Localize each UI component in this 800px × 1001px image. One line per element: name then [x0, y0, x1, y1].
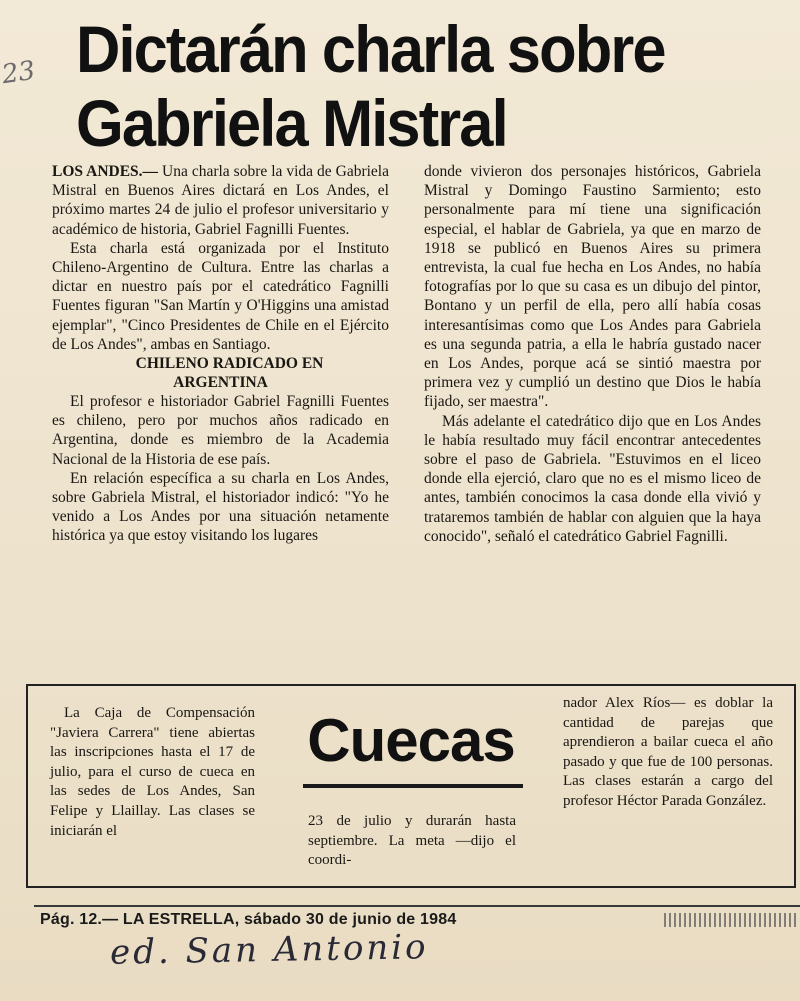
article-lead-paragraph	[52, 162, 389, 239]
footer-hatch-ornament	[664, 913, 796, 927]
article-subheading: CHILENO RADICADO EN ARGENTINA	[135, 355, 324, 392]
cuecas-right-text: nador Alex Ríos— es doblar la cantidad de parejas que aprendieron a bailar cueca el año pasado y que fue de 100 personas. Las clases estarán a cargo del profesor Héctor Parada González.	[563, 695, 773, 809]
article-paragraph: El profesor e historiador Gabriel Fagnilli Fuentes es chileno, pero por muchos años radicado en Argentina, donde es miembro de la Academia Nacional de la Historia de ese país.	[52, 393, 389, 468]
lead-text: Una charla sobre la vida de Gabriela Mistral en Buenos Aires dictará en Los Andes, el próximo martes 24 de julio el profesor universitario y académico de historia, Gabriel Fagnilli Fuentes.	[52, 163, 389, 238]
cuecas-middle-text: 23 de julio y durarán hasta septiembre. La meta —dijo el coordi-	[308, 813, 516, 869]
footer-rule	[34, 905, 800, 907]
article-headline: Dictarán charla sobre Gabriela Mistral	[76, 12, 665, 160]
handwritten-annotation: ed. San Antonio	[109, 927, 429, 973]
page-footer: Pág. 12.— LA ESTRELLA, sábado 30 de junio de 1984	[40, 911, 457, 928]
cuecas-title: Cuecas	[307, 707, 515, 774]
cuecas-title-rule	[303, 784, 523, 788]
article-paragraph: donde vivieron dos personajes históricos, Gabriela Mistral y Domingo Faustino Sarmiento; esto personalmente para mí tiene una significación especial, el hablar de Gabriela, ya que en marzo de 1918 se publicó en Buenos Aires su primera entrevista, la cual fue hecha en Los Andes, no había fotografías por lo que su casa es un dibujo del pintor, Bontano y un perfil de ella, pero allí había cosas interesantísimas como que Los Andes para Gabriela es una segunda patria, a ella le habría gustado nacer en Los Andes, porque acá se sintió maestra por primera vez y cumplió un destino que Dios le había fijado, ser maestra".	[424, 163, 761, 411]
article-paragraph: En relación específica a su charla en Los Andes, sobre Gabriela Mistral, el historiador indicó: "Yo he venido a Los Andes por una situación netamente histórica ya que estoy visitando los lugares	[52, 469, 389, 545]
margin-page-number: 23	[0, 55, 38, 91]
article-column-1	[52, 162, 389, 546]
article-paragraph: Más adelante el catedrático dijo que en Los Andes le había resultado muy fácil encontrar antecedentes sobre el paso de Gabriela. "Estuvimos en el liceo donde ella ejerció, claro que no es el mismo liceo de antes, también conocimos la casa donde ella vivió y trataremos también de hablar con alguien que la haya conocido", señaló el catedrático Gabriel Fagnilli.	[424, 412, 761, 545]
dateline: LOS ANDES.—	[52, 163, 159, 180]
cuecas-left-text: La Caja de Compensación "Javiera Carrera" tiene abiertas las inscripciones hasta el 17 de julio, para el curso de cueca en las sedes de Los Andes, San Felipe y Llaillay. Las clases se iniciarán el	[50, 705, 255, 839]
article-paragraph: Esta charla está organizada por el Instituto Chileno-Argentino de Cultura. Entre las charlas a dictar en nuestro país por el catedrático Fagnilli Fuentes figuran "San Martín y O'Higgins una amistad ejemplar", "Cinco Presidentes de Chile en el Ejército de Los Andes", ambas en Santiago.	[52, 239, 389, 353]
cuecas-notice-box	[26, 684, 796, 888]
article-column-2	[424, 162, 761, 546]
